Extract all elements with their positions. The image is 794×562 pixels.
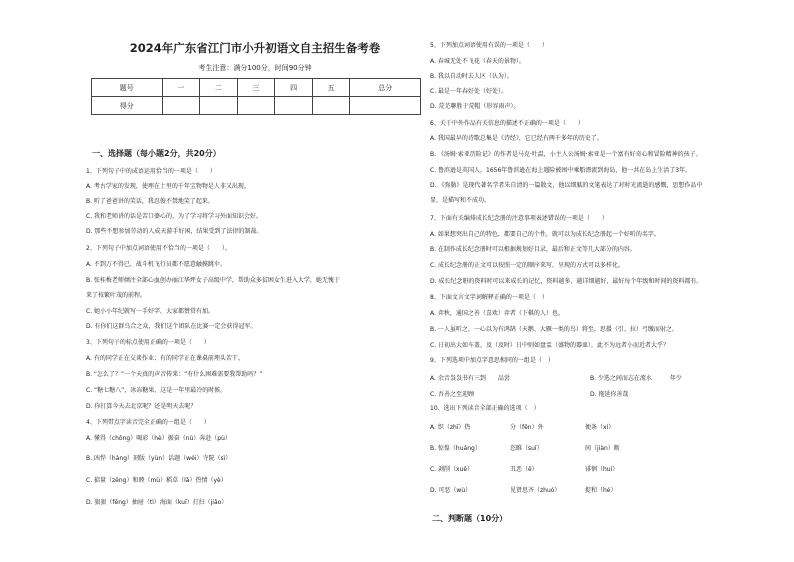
header-cell: 总分 xyxy=(350,79,421,97)
option-c-word-3: 徘徊（huí） xyxy=(585,466,619,473)
question-stem: 3、下列句子的标点使用正确的一项是（ ） xyxy=(86,339,210,346)
exam-note: 考生注意：满分100分，时间90分钟 xyxy=(198,64,312,72)
option-a-word-3: 便条（xí） xyxy=(585,424,615,431)
section-heading: 二、判断题（10分） xyxy=(432,514,508,523)
option-a: A. 不到万不得已，战斗机飞行员都不愿意触摸跳伞。 xyxy=(86,261,226,268)
score-cell xyxy=(312,97,350,115)
option-b: B. 《汤姆·索亚历险记》的作者是马克·吐温，小主人公汤姆·索亚是一个富有好奇心和冒险精神的孩子。 xyxy=(430,151,702,158)
option-b: B. 听了爸爸讲的笑话，我忍俊不禁地笑了起来。 xyxy=(86,198,214,205)
score-table-score-row xyxy=(92,97,421,115)
option-a: A. 懂得（chǒng）喝彩（hè）振奋（nù）奔赴（pù） xyxy=(86,435,231,442)
header-cell: 五 xyxy=(312,79,350,97)
option-d: D. 那些不想参加劳动的人成天游手好闲，结果受到了法律的制裁。 xyxy=(86,228,263,235)
option-a: A. 余音袅袅书有三到 品尝 xyxy=(430,375,510,382)
header-cell: 三 xyxy=(237,79,275,97)
option-a: A. 考古学家的发现，使埋在土里的千年宝物物是人非又出现。 xyxy=(86,183,250,190)
option-a-word-1: A. 织（zhī）热 xyxy=(430,424,471,431)
option-c: C. “糖七糖八”，冰冻糖果，这是一年里最冷的时候。 xyxy=(86,387,227,394)
question-stem: 1、下列句子中的成语运用恰当的一项是（ ） xyxy=(86,168,216,175)
option-c: C. 吾善之至迎顾 xyxy=(430,391,475,398)
option-c-word-1: C. 剥削（xuē） xyxy=(430,466,474,473)
option-c: C. 我和老师讲的话是苦口婆心的，为了学习将学习外面知识会好。 xyxy=(86,213,263,220)
score-cell xyxy=(200,97,238,115)
option-a: A. 有的同学正在交谈作业；有的同学正在课桌前埋头苦干。 xyxy=(86,355,244,362)
option-d: D. 狠狠（fěng）抽屉（tì）海面（kuī）打扫（jiǎo） xyxy=(86,499,228,506)
option-b-word-2: 恣睢（suī） xyxy=(510,445,543,452)
option-c: C. 日初出大如车盖，及（及时）日中则如盘盂（盛物的器皿），此不为远者小而近者大乎？ xyxy=(430,342,670,349)
score-cell xyxy=(275,97,313,115)
option-d: D. 成长纪念册的资料时可以来成长的记忆，资料越多、越详细越好，最好每个年级和时间的资料都有。 xyxy=(430,278,703,285)
option-a: A. 春城无处不飞花（春天的景物）。 xyxy=(430,58,525,65)
header-cell: 二 xyxy=(200,79,238,97)
row-label-cell: 得分 xyxy=(92,97,163,115)
score-cell xyxy=(237,97,275,115)
option-b: B. 凶悍（hàng）刻版（yùn）话题（wéi）寺院（sì） xyxy=(86,455,232,462)
option-a-word-2: 分（fēn）外 xyxy=(510,424,544,431)
option-b: B. 一人虽听之，一心以为有鸿鹄（天鹅、大雁一类的鸟）将至，思援（引、拉）弓缴而射之。 xyxy=(430,326,678,333)
option-b: B. “怎么了？”一个天真的声音传来：“有什么困难需要我帮助吗？” xyxy=(86,371,263,378)
exam-title: 2024年广东省江门市小升初语文自主招生备考卷 xyxy=(129,41,381,55)
question-stem: 4、下列带点字读音完全正确的一组是（ ） xyxy=(86,419,210,426)
option-a: A. 弈秋，通国之善（喜欢）弈者（下棋的人）也。 xyxy=(430,310,564,317)
header-cell: 四 xyxy=(275,79,313,97)
option-d: D. 《弥勒》是现代著名学者朱自清的一篇散文，他以细腻的文笔表达了对时光流逝的感慨，思想作品中 xyxy=(430,182,703,189)
question-stem: 8、下面文言文字词解释正确的一项是（ ） xyxy=(430,294,548,301)
option-a: A. 我国最早的诗歌总集是《诗经》，它已经有两千多年的历史了。 xyxy=(430,135,603,142)
score-table xyxy=(91,78,421,115)
option-d-word-2: 见贤思齐（zhuó） xyxy=(510,487,561,494)
score-cell xyxy=(350,97,421,115)
question-stem: 2、下列句子中加点词语使用不恰当的一项是（ ）。 xyxy=(86,245,231,252)
option-c-word-2: 丑恶（ě） xyxy=(510,466,538,473)
option-b-word-3: 间（jiàn）断 xyxy=(585,445,620,452)
question-stem: 7、下面有关编排成长纪念册的注意事项表述错误的一项是（ ） xyxy=(430,215,608,222)
option-a: A. 如果想突出自己的特色，都要自己的个性，就可以为成长纪念册起一个好听的名字。 xyxy=(430,231,660,238)
question-stem: 5、下列加点词语使用有误的一项是（ ） xyxy=(430,42,548,49)
option-c: C. 最是一年春好处（好处）。 xyxy=(430,88,508,95)
option-d: D. 你打算今天去北京呢？还是明天去呢？ xyxy=(86,403,197,410)
option-d-continued: 显，是描写和不成功。 xyxy=(430,197,491,204)
option-b: B. 我以自动时去人区（认为）。 xyxy=(430,73,513,80)
option-d: D. 有你们这群乌合之众，我们这个团队在比赛一定会获得冠军。 xyxy=(86,323,257,330)
option-c: C. 成长纪念册的正文可以按照一定的顺序来写，呈现的方式可以多样化。 xyxy=(430,262,625,269)
option-d-word-3: 捉和（hé） xyxy=(585,487,617,494)
option-b-continued: 来了枝繁叶茂的前程。 xyxy=(86,292,147,299)
option-d: D. 拖延你善哉 xyxy=(590,391,629,398)
score-table-header-row xyxy=(92,79,421,97)
question-stem: 9、下列选项中加点字意思相同的一组是（ ） xyxy=(430,357,554,364)
question-stem: 10、选出下列读音全部正确的选项（ ） xyxy=(430,405,540,412)
score-cell xyxy=(162,97,200,115)
option-c: C. 掂量（zěng）和睦（mù）稻草（lǎ）热情（yè） xyxy=(86,477,227,484)
question-stem: 6、关于中外作品有关信息的描述不正确的一项是（ ） xyxy=(430,120,584,127)
section-heading: 一、选择题（每小题2分，共20分） xyxy=(92,149,221,158)
option-c: C. 鲁滨逊是英国人，1656年鲁滨逊在海上遇险被困中乘船漂流到海岛，他一共在岛上生活了3年。 xyxy=(430,167,692,174)
option-b-word-1: B. 惊惶（huáng） xyxy=(430,445,481,452)
option-d-word-1: D. 可恶（wù） xyxy=(430,487,472,494)
option-c: C. 她小小年纪就写一手好字，大家都赞赏有加。 xyxy=(86,308,215,315)
header-cell: 一 xyxy=(162,79,200,97)
option-b: B. 张桂梅老师倾注全部心血创办丽江华坪女子高级中学，帮助众多贫困女生进入大学，她无愧于 xyxy=(86,277,340,284)
option-b: B. 在制作成长纪念册时可以根据规划好目录，最后和正文等几大部分的内容。 xyxy=(430,246,636,253)
option-b: B. 少选之间而志在流水 年少 xyxy=(590,375,682,382)
option-d: D. 荒芜聊胜于荒帽（形容雨声）。 xyxy=(430,103,520,110)
header-cell: 题号 xyxy=(92,79,163,97)
